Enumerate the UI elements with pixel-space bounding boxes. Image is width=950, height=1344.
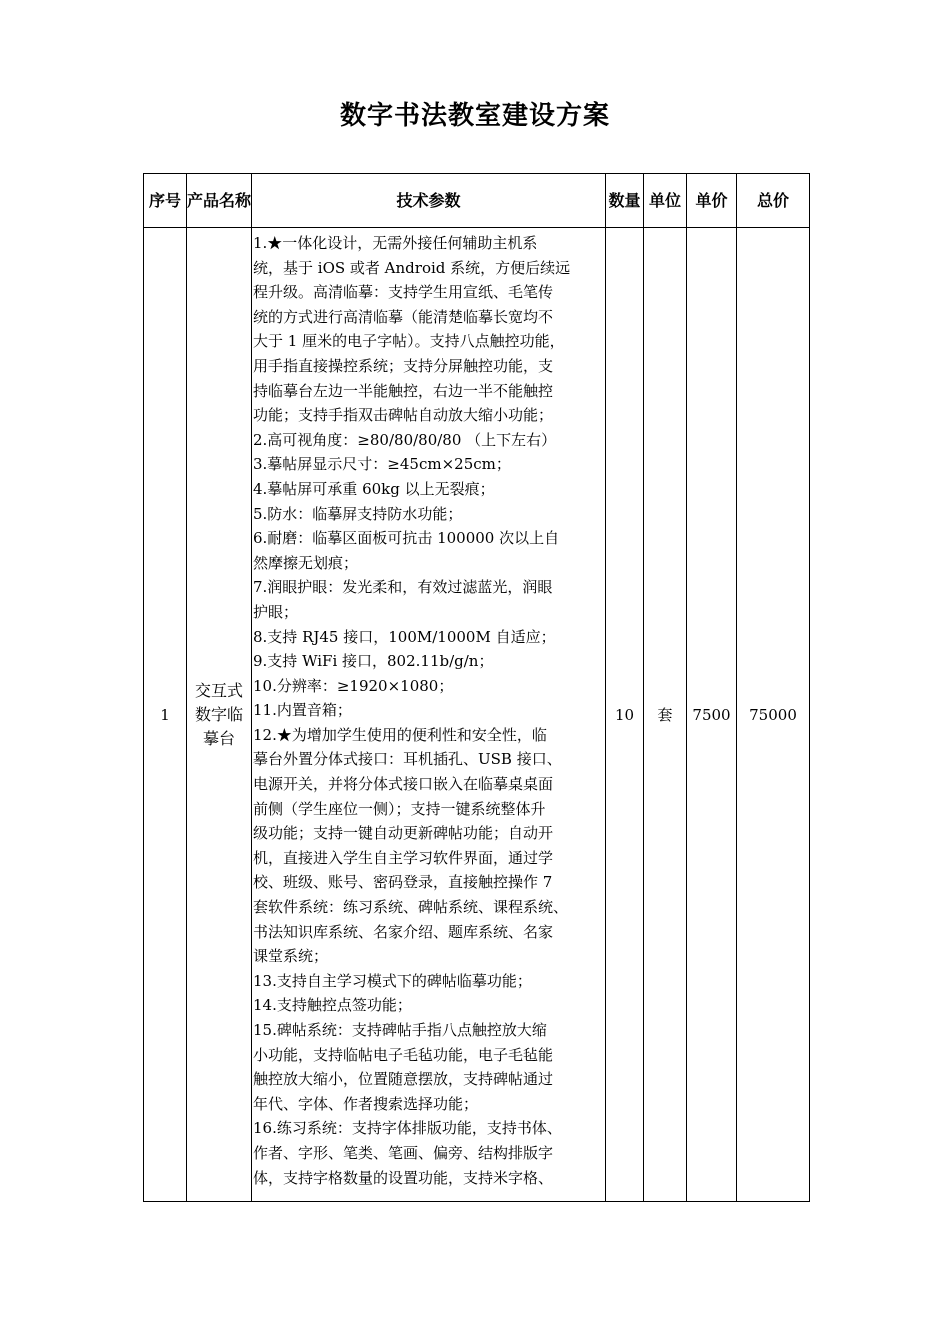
header-params: 技术参数 bbox=[252, 174, 606, 228]
param-line: 11.内置音箱； bbox=[253, 701, 352, 720]
param-line: 程升级。高清临摹：支持学生用宣纸、毛笔传 bbox=[253, 283, 554, 302]
param-line: 4.摹帖屏可承重 60kg 以上无裂痕； bbox=[253, 479, 495, 498]
param-line: 体，支持字格数量的设置功能，支持米字格、 bbox=[253, 1168, 554, 1187]
header-total: 总价 bbox=[737, 174, 810, 228]
param-line: 电源开关，并将分体式接口嵌入在临摹桌桌面 bbox=[253, 775, 554, 794]
param-line: 摹台外置分体式接口：耳机插孔、USB 接口、 bbox=[253, 750, 562, 769]
param-line: 14.支持触控点签功能； bbox=[253, 996, 412, 1015]
param-line: 级功能；支持一键自动更新碑帖功能；自动开 bbox=[253, 824, 554, 843]
row-total: 75000 bbox=[737, 228, 810, 1202]
param-line: 护眼； bbox=[253, 602, 299, 621]
param-line: 持临摹台左边一半能触控，右边一半不能触控 bbox=[253, 381, 554, 400]
param-line: 校、班级、账号、密码登录，直接触控操作 7 bbox=[253, 873, 553, 892]
param-line: 12.★为增加学生使用的便利性和安全性，临 bbox=[253, 725, 547, 744]
param-line: 10.分辨率：≥1920×1080； bbox=[253, 676, 454, 695]
param-line: 书法知识库系统、名家介绍、题库系统、名家 bbox=[253, 922, 554, 941]
param-line: 功能；支持手指双击碑帖自动放大缩小功能； bbox=[253, 406, 554, 425]
param-line: 13.支持自主学习模式下的碑帖临摹功能； bbox=[253, 971, 532, 990]
param-line: 课堂系统； bbox=[253, 947, 329, 966]
param-line: 9.支持 WiFi 接口，802.11b/g/n； bbox=[253, 652, 494, 671]
param-line: 机，直接进入学生自主学习软件界面，通过学 bbox=[253, 848, 554, 867]
row-index: 1 bbox=[144, 228, 187, 1202]
param-line: 统，基于 iOS 或者 Android 系统，方便后续远 bbox=[253, 258, 571, 277]
table-header-row bbox=[144, 174, 810, 228]
row-qty: 10 bbox=[606, 228, 644, 1202]
param-line: 套软件系统：练习系统、碑帖系统、课程系统、 bbox=[253, 898, 569, 917]
param-line: 用手指直接操控系统；支持分屏触控功能，支 bbox=[253, 356, 554, 375]
row-tech-params bbox=[252, 228, 606, 1202]
header-price: 单价 bbox=[687, 174, 737, 228]
param-line: 触控放大缩小，位置随意摆放，支持碑帖通过 bbox=[253, 1070, 554, 1089]
header-qty: 数量 bbox=[606, 174, 644, 228]
param-line: 然摩擦无划痕； bbox=[253, 553, 359, 572]
param-line: 大于 1 厘米的电子字帖）。支持八点触控功能， bbox=[253, 332, 565, 351]
param-line: 7.润眼护眼：发光柔和，有效过滤蓝光，润眼 bbox=[253, 578, 553, 597]
page-title: 数字书法教室建设方案 bbox=[339, 101, 610, 131]
param-line: 3.摹帖屏显示尺寸：≥45cm×25cm； bbox=[253, 455, 511, 474]
param-line: 小功能，支持临帖电子毛毡功能，电子毛毡能 bbox=[253, 1045, 554, 1064]
header-name: 产品名称 bbox=[187, 174, 252, 228]
spec-table bbox=[143, 173, 810, 1202]
row-product-name: 交互式数字临摹台 bbox=[187, 228, 252, 1202]
param-line: 8.支持 RJ45 接口，100M/1000M 自适应； bbox=[253, 627, 556, 646]
param-line: 6.耐磨：临摹区面板可抗击 100000 次以上自 bbox=[253, 529, 560, 548]
param-line: 1.★一体化设计，无需外接任何辅助主机系 bbox=[253, 234, 538, 252]
param-line: 前侧（学生座位一侧）；支持一键系统整体升 bbox=[253, 799, 546, 818]
param-line: 作者、字形、笔类、笔画、偏旁、结构排版字 bbox=[253, 1143, 554, 1162]
header-index: 序号 bbox=[144, 174, 187, 228]
row-price: 7500 bbox=[687, 228, 737, 1202]
param-line: 15.碑帖系统：支持碑帖手指八点触控放大缩 bbox=[253, 1021, 547, 1039]
param-line: 5.防水：临摹屏支持防水功能； bbox=[253, 504, 463, 523]
param-line: 年代、字体、作者搜索选择功能； bbox=[253, 1094, 479, 1113]
row-unit: 套 bbox=[644, 228, 687, 1202]
header-unit: 单位 bbox=[644, 174, 687, 228]
param-line: 16.练习系统：支持字体排版功能，支持书体、 bbox=[253, 1119, 562, 1138]
param-line: 2.高可视角度：≥80/80/80/80 （上下左右） bbox=[253, 430, 557, 449]
table-row bbox=[144, 228, 810, 1202]
param-line: 统的方式进行高清临摹（能清楚临摹长宽均不 bbox=[253, 307, 554, 326]
